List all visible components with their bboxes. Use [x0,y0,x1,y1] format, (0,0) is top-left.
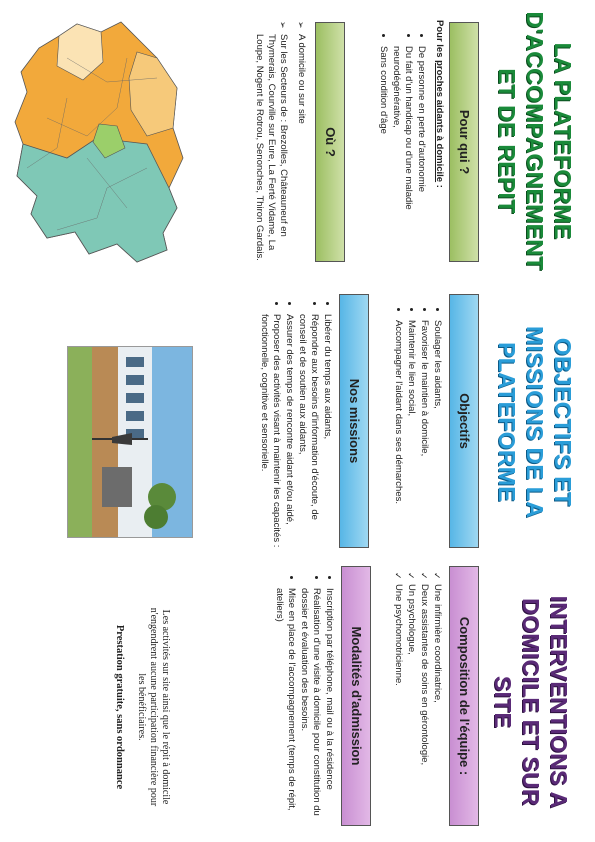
title-objectifs: OBJECTIFS ET MISSIONS DE LA PLATEFORME [494,325,576,519]
band-admission: Modalités d'admission [341,566,371,826]
missions-text [257,296,333,548]
list-item: ➢ A domicile ou sur site [295,34,307,266]
objectifs-text [391,296,443,546]
list-item: • Du fait d'un handicap ou d'une maladie neurodégénérative, [390,46,414,266]
garden-photo-image [67,346,193,538]
intro-underlined: proches aidants à domicile [434,60,445,183]
intro-line [433,20,445,266]
list-item: • Favoriser le maintien à domicile, [418,320,430,546]
band-pour-qui: Pour qui ? [449,22,479,262]
composition-list [392,570,443,826]
list-item: • Répondre aux besoins d'information d'écoute, de conseil et de soutien aux aidants, [296,314,320,548]
ou-list [253,20,307,266]
intro-post: : [434,182,445,188]
list-item: • Proposer des activités visant à maintenir les capacités : fonctionnelle, cognitive et sensorielle. [258,314,282,548]
title-interventions: INTERVENTIONS A DOMICILE ET SUR SITE [490,595,572,809]
sector-map-image [11,18,187,266]
column-interventions [0,562,595,842]
list-item: • Inscription par téléphone, mail ou à la résidence [323,588,335,826]
list-item: ✓ Deux assistantes de soins en gérontologie, [418,584,430,826]
list-item: • Libérer du temps aux aidants, [321,314,333,548]
pour-qui-text [376,20,445,266]
list-item: ✓ Un psychologue, [405,584,417,826]
admission-text [272,570,335,826]
ou-text [247,20,307,266]
list-item: ✓ Une infirmière coordinatrice, [431,584,443,826]
list-item: • Assurer des temps de rencontre aidant et/ou aidé, [283,314,295,548]
band-missions: Nos missions [339,294,369,548]
list-item: ➢ Sur les Secteurs de : Brezolles, Châteauneuf en Thymerais, Courville sur Eure, La Ferté Vidame, La Loupe, Nogent le Rotrou, Senonches, Thiron Gardais. [253,34,289,266]
missions-list [258,296,333,548]
admission-list [273,570,335,826]
list-item: • Soulager les aidants, [431,320,443,546]
list-item: • Sans condition d'âge [377,46,389,266]
list-item: • De personne en perte d'autonomie [415,46,427,266]
list-item: • Réalisation d'une visite à domicile pour constitution du dossier et évaluation des besoins. [298,588,322,826]
composition-text [391,570,443,826]
column-plateforme [0,0,595,282]
band-composition: Composition de l'équipe : [449,566,479,826]
list-item: • Maintenir le lien social, [405,320,417,546]
intro-pre: Pour les [434,20,445,61]
title-plateforme: LA PLATEFORME D'ACCOMPAGNEMENT ET DE REPIT [494,11,576,271]
band-ou: Où ? [315,22,345,262]
band-objectifs: Objectifs [449,294,479,548]
pour-qui-list [377,20,427,266]
free-service-note: Prestation gratuite, sans ordonnance [114,624,125,790]
objectifs-list [392,296,443,546]
list-item: ✓ Une psychomotricienne. [392,584,404,826]
list-item: • Mise en place de l'accompagnement (temps de répit, ateliers) [273,588,297,826]
financial-note: Les activités sur site ainsi que le répit à domicile n'engendrent aucune participation financière pour les bénéficiaires. [136,607,171,807]
list-item: • Accompagner l'aidant dans ses démarches. [392,320,404,546]
